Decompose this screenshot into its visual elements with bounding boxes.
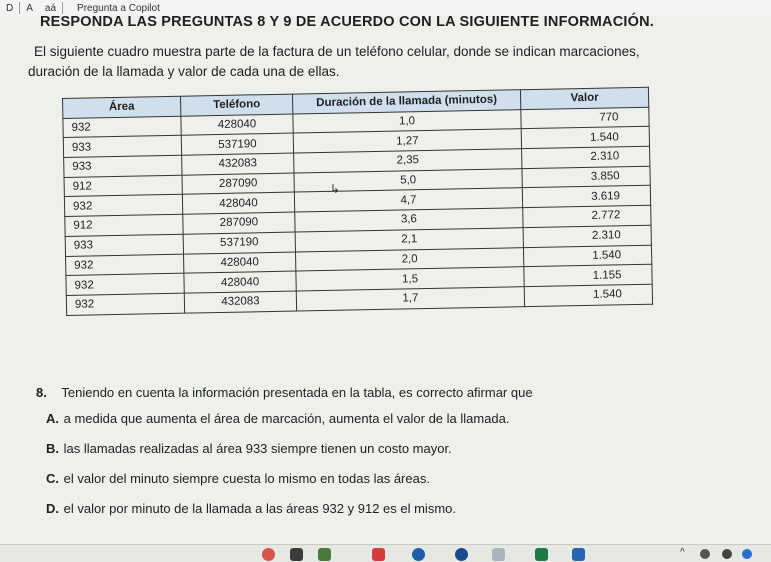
teams-icon[interactable] (492, 548, 505, 561)
intro-line-2: duración de la llamada y valor de cada una de ellas. (28, 64, 340, 79)
cell-duration: 1,27 (293, 129, 521, 153)
question-8 (36, 385, 766, 400)
cell-phone: 428040 (184, 271, 296, 293)
cell-area: 932 (66, 273, 184, 295)
option-text: el valor por minuto de la llamada a las áreas 932 y 912 es el mismo. (63, 501, 456, 516)
option-letter: A. (46, 411, 59, 426)
option-text: a medida que aumenta el área de marcación, aumenta el valor de la llamada. (63, 411, 510, 426)
cell-duration: 2,35 (294, 149, 522, 173)
option-text: el valor del minuto siempre cuesta lo mismo en todas las áreas. (63, 471, 430, 486)
cell-value: 770 (521, 107, 649, 129)
cell-phone: 428040 (182, 192, 294, 214)
cell-duration: 3,6 (295, 208, 523, 232)
invoice-table (62, 87, 653, 316)
browser-icon[interactable] (455, 548, 468, 561)
header-value: Valor (520, 87, 648, 109)
cell-value: 2.310 (522, 146, 650, 168)
option-letter: D. (46, 501, 59, 516)
cell-phone: 428040 (184, 252, 296, 274)
intro-line-1: El siguiente cuadro muestra parte de la factura de un teléfono celular, donde se indican marcaciones, (34, 44, 640, 59)
tray-chevron-icon[interactable]: ^ (680, 547, 685, 558)
cell-value: 1.540 (523, 245, 651, 267)
cell-duration: 1,0 (293, 109, 521, 133)
cell-value: 2.310 (523, 225, 651, 247)
cell-phone: 537190 (183, 232, 295, 254)
cell-duration: 1,5 (296, 267, 524, 291)
cell-duration: 5,0 (294, 168, 522, 192)
option-letter: B. (46, 441, 59, 456)
media-player-icon[interactable] (372, 548, 385, 561)
cell-area: 932 (64, 195, 182, 217)
cell-area: 933 (64, 155, 182, 177)
cell-value: 2.772 (523, 205, 651, 227)
cell-area: 912 (64, 175, 182, 197)
store-icon[interactable] (290, 548, 303, 561)
calendar-icon[interactable] (318, 548, 331, 561)
question-number: 8. (36, 385, 47, 400)
network-icon[interactable] (700, 549, 710, 559)
option-letter: C. (46, 471, 59, 486)
cell-value: 1.155 (524, 264, 652, 286)
cell-area: 933 (63, 136, 181, 158)
chrome-icon[interactable] (262, 548, 275, 561)
header-phone: Teléfono (180, 94, 292, 116)
volume-icon[interactable] (722, 549, 732, 559)
cell-phone: 287090 (182, 173, 294, 195)
cell-phone: 428040 (181, 114, 293, 136)
cell-value: 1.540 (524, 284, 652, 306)
cell-value: 3.850 (522, 166, 650, 188)
cell-area: 932 (66, 293, 184, 315)
wifi-icon[interactable] (742, 549, 752, 559)
cell-phone: 287090 (183, 212, 295, 234)
option-a[interactable] (46, 411, 766, 426)
option-b[interactable] (46, 441, 766, 456)
cell-area: 932 (66, 254, 184, 276)
option-text: las llamadas realizadas al área 933 siempre tienen un costo mayor. (63, 441, 452, 456)
translate-icon[interactable]: aá (44, 2, 57, 14)
taskbar (0, 544, 771, 562)
ask-copilot-button[interactable]: Pregunta a Copilot (77, 2, 160, 14)
mail-icon[interactable] (572, 548, 585, 561)
header-duration: Duración de la llamada (minutos) (292, 90, 520, 114)
cell-value: 3.619 (522, 186, 650, 208)
header-area: Área (63, 96, 181, 118)
cell-phone: 432083 (182, 153, 294, 175)
word-icon[interactable] (412, 548, 425, 561)
intro-paragraph (28, 42, 763, 82)
cell-duration: 4,7 (294, 188, 522, 212)
cell-duration: 1,7 (296, 287, 524, 311)
option-c[interactable] (46, 471, 766, 486)
option-d[interactable] (46, 501, 766, 516)
cell-phone: 537190 (181, 133, 293, 155)
excel-icon[interactable] (535, 548, 548, 561)
cell-phone: 432083 (184, 291, 296, 313)
question-text: Teniendo en cuenta la información presentada en la tabla, es correcto afirmar que (61, 385, 533, 400)
page-heading: RESPONDA LAS PREGUNTAS 8 Y 9 DE ACUERDO CON LA SIGUIENTE INFORMACIÓN. (40, 14, 654, 30)
cell-area: 932 (63, 116, 181, 138)
cell-area: 912 (65, 214, 183, 236)
cell-value: 1.540 (521, 127, 649, 149)
font-size-icon[interactable]: A (26, 2, 33, 14)
mouse-cursor-icon: ↳ (330, 182, 341, 196)
cell-duration: 2,0 (295, 247, 523, 271)
text-view-icon[interactable]: D (6, 2, 14, 14)
cell-duration: 2,1 (295, 227, 523, 251)
cell-area: 933 (65, 234, 183, 256)
